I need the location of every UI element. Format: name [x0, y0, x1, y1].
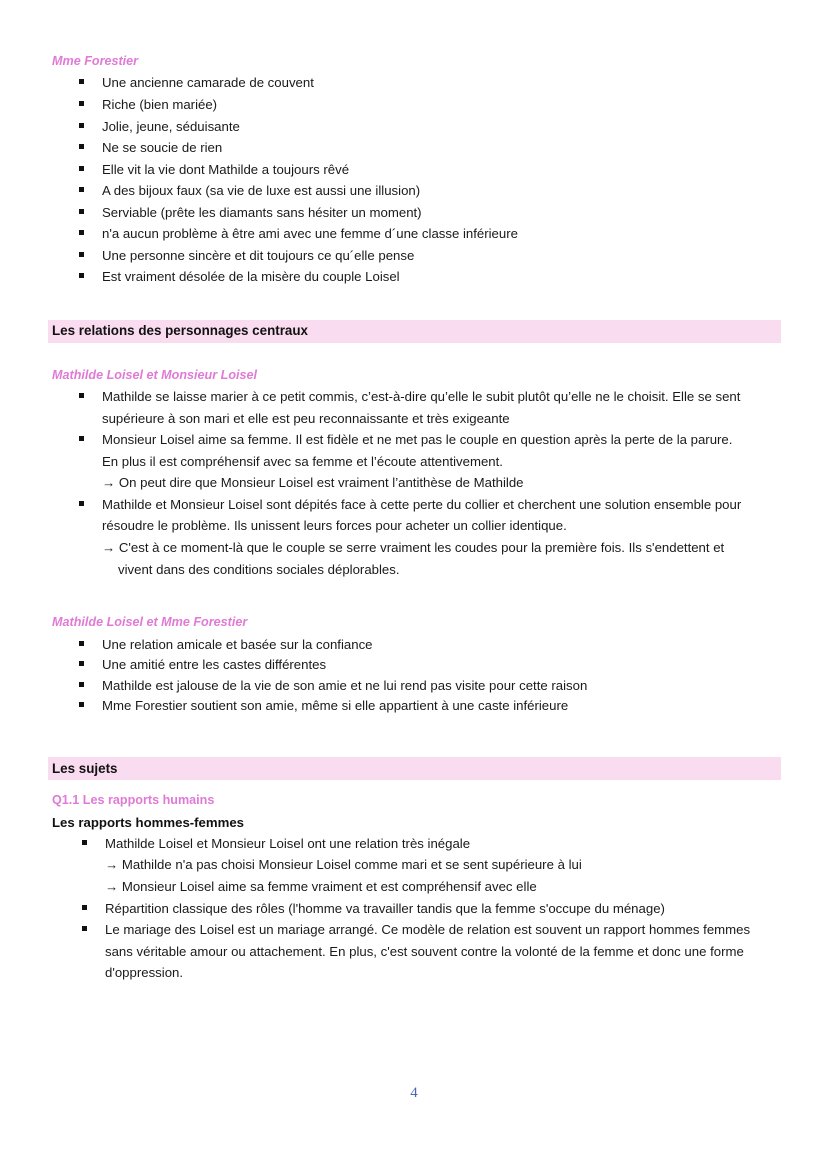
list-item: Une ancienne camarade de couvent [102, 75, 314, 90]
arrow-text: Monsieur Loisel aime sa femme vraiment et est compréhensif avec elle [121, 879, 537, 894]
bullet-icon [79, 144, 84, 149]
bullet-icon [79, 230, 84, 235]
list-item: Une amitié entre les castes différentes [102, 657, 327, 672]
bullet-icon [79, 393, 84, 398]
arrow-right-icon: → [105, 879, 119, 894]
arrow-right-icon: → [105, 857, 119, 872]
list-item-line: Mathilde et Monsieur Loisel sont dépités face à cette perte du collier et cherchent une solution ensemble pour [102, 497, 742, 512]
list-item-line: résoudre le problème. Ils unissent leurs forces pour acheter un collier identique. [102, 518, 567, 533]
list-item: A des bijoux faux (sa vie de luxe est aussi une illusion) [102, 183, 421, 198]
list-item: Elle vit la vie dont Mathilde a toujours rêvé [102, 162, 350, 177]
list-item-line: Le mariage des Loisel est un mariage arrangé. Ce modèle de relation est souvent un rapport hommes femmes [105, 922, 751, 937]
section-title-forestier: Mme Forestier [52, 54, 139, 68]
list-item-line: En plus il est compréhensif avec sa femme et l’écoute attentivement. [102, 454, 503, 469]
list-item-line: supérieure à son mari et elle est peu reconnaissante et très exigeante [102, 411, 510, 426]
subheading-hommes-femmes: Les rapports hommes-femmes [52, 815, 245, 830]
bullet-icon [79, 101, 84, 106]
list-item: Jolie, jeune, séduisante [102, 119, 240, 134]
subsection-title-mathilde-forestier: Mathilde Loisel et Mme Forestier [52, 615, 248, 629]
list-item-line: d'oppression. [105, 965, 184, 980]
list-item: n'a aucun problème à être ami avec une femme d´une classe inférieure [102, 226, 518, 241]
arrow-text: On peut dire que Monsieur Loisel est vraiment l’antithèse de Mathilde [118, 475, 524, 490]
list-item-line: Monsieur Loisel aime sa femme. Il est fidèle et ne met pas le couple en question après la perte de la parure. [102, 432, 733, 447]
list-item: Une relation amicale et basée sur la confiance [102, 637, 373, 652]
arrow-right-icon: → [102, 475, 116, 490]
list-item: Serviable (prête les diamants sans hésiter un moment) [102, 205, 422, 220]
bullet-icon [79, 187, 84, 192]
bullet-icon [79, 252, 84, 257]
bullet-icon [82, 840, 87, 845]
arrow-right-icon: → [102, 540, 116, 555]
list-item: Riche (bien mariée) [102, 97, 218, 112]
section-heading-relations: Les relations des personnages centraux [52, 323, 309, 338]
bullet-icon [82, 926, 87, 931]
list-item: Est vraiment désolée de la misère du couple Loisel [102, 269, 400, 284]
page-number: 4 [410, 1085, 418, 1101]
arrow-line [105, 879, 537, 894]
bullet-icon [79, 661, 84, 666]
list-item-line: Mathilde se laisse marier à ce petit commis, c’est-à-dire qu’elle le subit plutôt qu’elle ne le choisit. Elle se sent [102, 389, 741, 404]
list-item: Une personne sincère et dit toujours ce qu´elle pense [102, 248, 415, 263]
bullet-icon [79, 702, 84, 707]
section-heading-sujets: Les sujets [52, 761, 118, 776]
list-item-line: sans véritable amour ou attachement. En plus, c'est souvent contre la volonté de la femme et donc une forme [105, 944, 744, 959]
arrow-line [102, 475, 524, 490]
bullet-icon [79, 273, 84, 278]
bullet-icon [82, 905, 87, 910]
list-item: Ne se soucie de rien [102, 140, 223, 155]
arrow-line [105, 857, 582, 872]
bullet-icon [79, 123, 84, 128]
arrow-line [102, 540, 724, 555]
bullet-icon [79, 436, 84, 441]
list-item: Répartition classique des rôles (l'homme va travailler tandis que la femme s'occupe du ménage) [105, 901, 665, 916]
list-item-line: vivent dans des conditions sociales déplorables. [118, 562, 400, 577]
arrow-text: Mathilde n'a pas choisi Monsieur Loisel comme mari et se sent supérieure à lui [121, 857, 582, 872]
heading-band [48, 757, 781, 780]
bullet-icon [79, 501, 84, 506]
list-item: Mathilde est jalouse de la vie de son amie et ne lui rend pas visite pour cette raison [102, 678, 588, 693]
subsection-title-rapports-humains: Q1.1 Les rapports humains [52, 793, 215, 807]
list-item-line: Mathilde Loisel et Monsieur Loisel ont une relation très inégale [105, 836, 471, 851]
list-item: Mme Forestier soutient son amie, même si elle appartient à une caste inférieure [102, 698, 569, 713]
subsection-title-mathilde-monsieur: Mathilde Loisel et Monsieur Loisel [52, 368, 258, 382]
bullet-icon [79, 166, 84, 171]
bullet-icon [79, 641, 84, 646]
bullet-icon [79, 682, 84, 687]
bullet-icon [79, 79, 84, 84]
bullet-icon [79, 209, 84, 214]
arrow-text: C'est à ce moment-là que le couple se serre vraiment les coudes pour la première fois. Ils s'endettent et [118, 540, 725, 555]
